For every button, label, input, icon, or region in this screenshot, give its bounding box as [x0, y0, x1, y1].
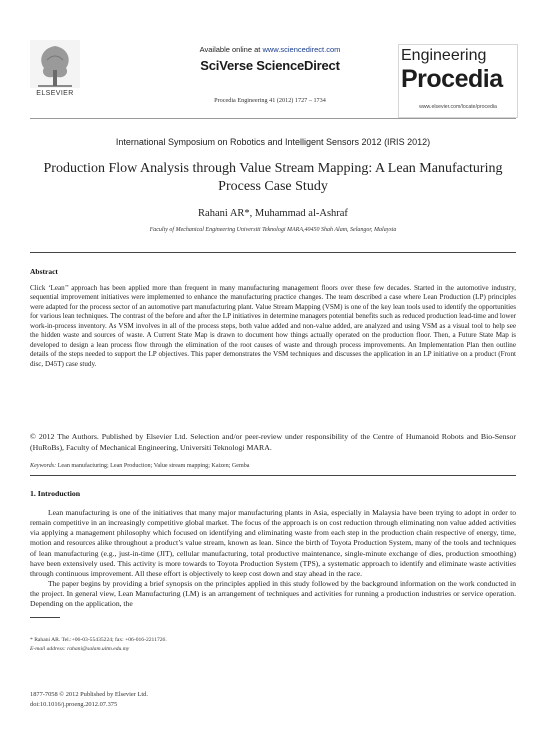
elsevier-wordmark: ELSEVIER	[36, 90, 74, 97]
footnote-email: E-mail address: rahani@salam.uitm.edu.my	[30, 646, 130, 652]
keywords-line	[30, 463, 516, 469]
sciverse-logo-text: SciVerse ScienceDirect	[200, 58, 340, 73]
abstract-top-rule	[30, 252, 516, 253]
issn-line: 1877-7058 © 2012 Published by Elsevier Ltd.	[30, 691, 148, 698]
availability-line	[160, 45, 380, 54]
journal-name-line1: Engineering	[401, 47, 487, 64]
abstract-text: Click ‘Lean’’ approach has been applied more than frequent in many manufacturing management floors over these few decades. Started in the automotive industry, sequential improvement initiatives were implemented to enhance the manufacturing practice changes. The team described a case where Lean Production (LP) principles were adapted for the process sector of an automotive part manufacturing plant. Value Stream Mapping (VSM) is one of the key lean tools used to identify the opportunities for various lean techniques. The contrast of the before and after the LP initiatives in determine managers potential benefits such as reduced production lead-time and lower work-in-process inventory. As VSM involves in all of the process steps, both value added and non-value added, are analyzed and using VSM as a visual tool to help see the hidden waste and sources of waste. A Current State Map is drawn to document how things actually operated on the production floor. Then, a Future State Map is developed to design a lean process flow through the elimination of the root causes of waste and through process improvements. An Implementation Plan then outline details of the steps needed to support the LP objectives. This paper demonstrates the VSM techniques and discusses the application in an LP initiative on a product (Front disc, D45T) case study.	[30, 284, 516, 368]
intro-paragraph-1: Lean manufacturing is one of the initiatives that many major manufacturing plants in Asia, especially in Malaysia have been trying to adopt in order to remain competitive in an increasingly competitive global market. The focus of the approach is on cost reduction through eliminating non value added activities via applying a management philosophy which focused on identifying and eliminating waste from each step in the production chain respective of energy, time, motion and resources alike throughout a product’s value stream, known as lean. Since the birth of Toyota Production System, many of the tools and techniques of lean manufacturing (e.g., just-in-time (JIT), cellular manufacturing, total productive maintenance, single-minute exchange of dies, production smoothing) have been extensively used. This activity is more towards to Toyota Production System (TPS), a systematic approach to identify and eliminate waste activities through continuous improvement. All these effort is objectively to keep cost down and stay ahead in the race.	[30, 508, 516, 578]
section-heading-introduction: 1. Introduction	[30, 489, 81, 498]
abstract-heading: Abstract	[30, 267, 58, 276]
elsevier-logo	[30, 40, 80, 98]
doi-line[interactable]: doi:10.1016/j.proeng.2012.07.375	[30, 701, 118, 708]
journal-name-line2: Procedia	[401, 65, 503, 93]
author-list: Rahani AR*, Muhammad al-Ashraf	[198, 208, 348, 219]
header-divider	[30, 118, 516, 119]
footnote-rule	[30, 617, 60, 618]
intro-paragraph-2: The paper begins by providing a brief synopsis on the principles applied in this study followed by the background information on the work conducted in the project. In general view, Lean Manufacturing (LM) is an arrangement of techniques and activities for running a production industries or service operation. Depending on the application, the	[30, 579, 516, 609]
conference-name: International Symposium on Robotics and Intelligent Sensors 2012 (IRIS 2012)	[115, 137, 431, 147]
journal-url[interactable]: www.elsevier.com/locate/procedia	[419, 104, 497, 110]
copyright-notice: © 2012 The Authors. Published by Elsevier Ltd. Selection and/or peer-review under responsibility of the Centre of Humanoid Robots and Bio-Sensor (HuRoBs), Faculty of Mechanical Engineering, Universiti Teknologi MARA.	[30, 432, 516, 452]
keywords-list: Lean manufacturing; Lean Production; Value stream mapping; Kaizen; Gemba	[56, 463, 250, 469]
paper-title: Production Flow Analysis through Value Stream Mapping: A Lean Manufacturing Process Case Study	[43, 161, 503, 194]
abstract-bottom-rule	[30, 475, 516, 476]
journal-citation: Procedia Engineering 41 (2012) 1727 – 1734	[214, 97, 326, 104]
footnote-contact: * Rahani AR. Tel.:+06-03-55435224; fax: +06-016-2211726.	[30, 637, 167, 643]
keywords-label: Keywords:	[30, 463, 57, 469]
available-prefix: Available online at	[199, 45, 263, 54]
author-affiliation: Faculty of Mechanical Engineering Universiti Teknologi MARA,40450 Shah Alam, Selangor, Malaysia	[149, 227, 397, 233]
sciencedirect-link[interactable]: www.sciencedirect.com	[262, 45, 341, 54]
